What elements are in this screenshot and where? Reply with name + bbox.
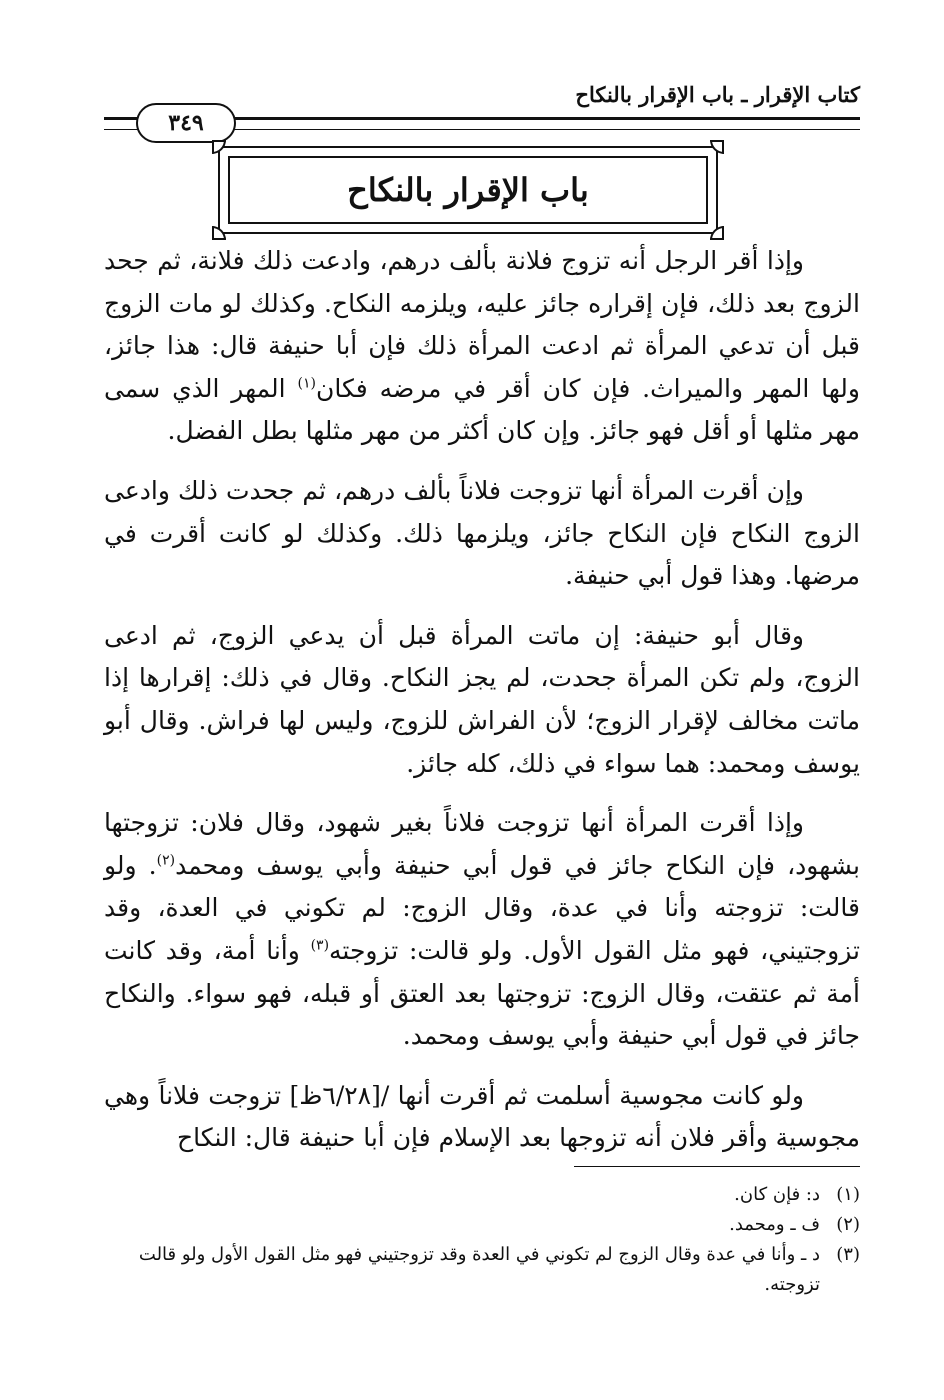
running-title: كتاب الإقرار ـ باب الإقرار بالنكاح — [575, 82, 860, 107]
footnote-ref-3[interactable]: (٣) — [310, 937, 330, 954]
paragraph-text: وإن أقرت المرأة أنها تزوجت فلاناً بألف درهم، ثم جحدت ذلك وادعى الزوج النكاح فإن النكاح جائز، ويلزمها ذلك. وكذلك لو كانت أقرت في مرضها. وهذا قول أبي حنيفة. — [104, 475, 860, 591]
footnote-rule — [574, 1166, 860, 1167]
footnote-ref-1[interactable]: (١) — [297, 375, 316, 392]
chapter-title-frame — [218, 146, 718, 234]
paragraph-4 — [104, 802, 860, 1058]
footnote-2 — [104, 1210, 860, 1240]
footnote-number: (٣) — [836, 1244, 860, 1265]
chapter-title-inner-frame — [228, 156, 708, 224]
footnotes — [104, 1180, 860, 1300]
paragraph-text: . ولو قالت: تزوجته وأنا في عدة، وقال الزوج: لم تكوني في العدة، وقد تزوجتيني، فهو مثل القول الأول. ولو قالت: تزوجته — [104, 850, 860, 965]
page-number: ٣٤٩ — [136, 103, 236, 143]
chapter-title: باب الإقرار بالنكاح — [347, 171, 589, 209]
paragraph-text: المهر الذي سمى مهر مثلها أو أقل فهو جائز. وإن كان أكثر من مهر مثلها بطل الفضل. — [104, 373, 860, 446]
paragraph-3 — [104, 615, 860, 785]
frame-corner — [710, 140, 724, 154]
footnote-text: د: فإن كان. — [734, 1184, 820, 1205]
paragraph-1 — [104, 240, 860, 453]
paragraph-text: وإذا أقر الرجل أنه تزوج فلانة بألف درهم، وادعت ذلك فلانة، ثم جحد الزوج بعد ذلك، فإن إقراره جائز عليه، ويلزمه النكاح. وكذلك لو مات الزوج قبل أن تدعي المرأة ثم ادعت المرأة ذلك فإن أبا حنيفة قال: هذا جائز، ولها المهر والميراث. فإن كان أقر في مرضه فكان — [104, 246, 860, 403]
frame-corner — [212, 140, 226, 154]
paragraph-text: وإذا أقرت المرأة أنها تزوجت فلاناً بغير شهود، وقال فلان: تزوجتها بشهود، فإن النكاح جائز في قول أبي حنيفة وأبي يوسف ومحمد — [104, 808, 860, 880]
footnote-text: د ـ وأنا في عدة وقال الزوج لم تكوني في العدة وقد تزوجتيني فهو مثل القول الأول ولو قالت تزوجته. — [138, 1244, 820, 1295]
paragraph-2 — [104, 470, 860, 598]
footnote-3 — [104, 1240, 860, 1300]
footnote-number: (١) — [836, 1184, 860, 1205]
frame-corner — [212, 226, 226, 240]
paragraph-text: ولو كانت مجوسية أسلمت ثم أقرت أنها /[٦/٢٨ظ] تزوجت فلاناً وهي مجوسية وأقر فلان أنه تزوجها بعد الإسلام فإن أبا حنيفة قال: النكاح — [104, 1080, 860, 1153]
paragraph-5 — [104, 1075, 860, 1160]
footnote-number: (٢) — [836, 1214, 860, 1235]
footnote-text: ف ـ ومحمد. — [729, 1214, 820, 1235]
footnote-ref-2[interactable]: (٢) — [156, 852, 176, 869]
footnote-1 — [104, 1180, 860, 1210]
paragraph-text: وأنا أمة، وقد كانت أمة ثم عتقت، وقال الزوج: تزوجتها بعد العتق أو قبله، فهو سواء. والنكاح جائز في قول أبي حنيفة وأبي يوسف ومحمد. — [104, 935, 860, 1051]
paragraph-text: وقال أبو حنيفة: إن ماتت المرأة قبل أن يدعي الزوج، ثم ادعى الزوج، ولم تكن المرأة جحدت، لم يجز النكاح. وقال في ذلك: إقرارها إذا ماتت مخالف لإقرار الزوج؛ لأن الفراش للزوج، وليس لها فراش. وقال أبو يوسف ومحمد: هما سواء في ذلك، كله جائز. — [104, 620, 860, 778]
body-text — [104, 240, 860, 1177]
frame-corner — [710, 226, 724, 240]
